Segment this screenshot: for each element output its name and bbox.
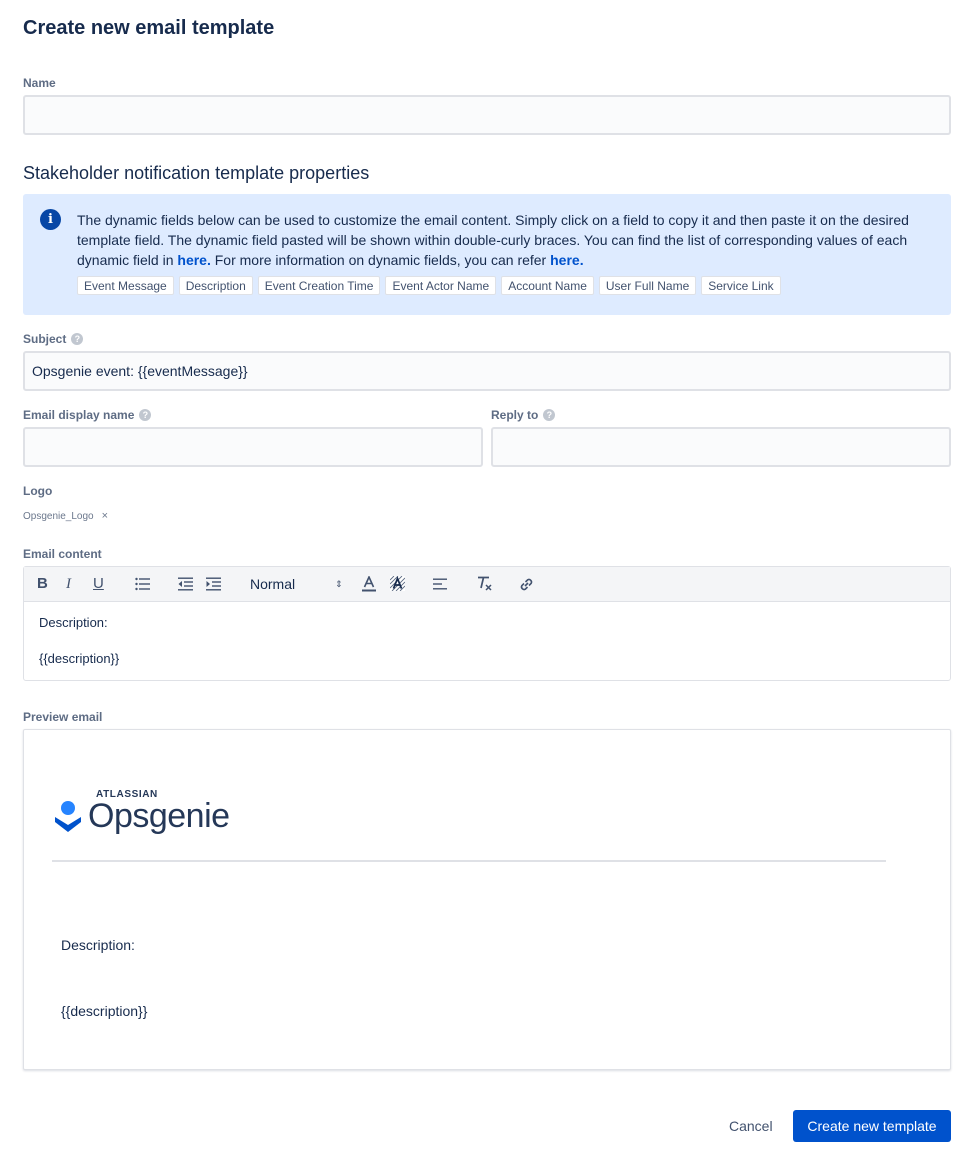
opsgenie-logo-icon bbox=[54, 800, 82, 834]
format-select[interactable] bbox=[250, 576, 343, 592]
reply-to-label: Reply to ? bbox=[491, 408, 555, 422]
subject-input[interactable] bbox=[23, 351, 951, 391]
section-title: Stakeholder notification template properties bbox=[23, 163, 370, 183]
rich-text-editor bbox=[23, 566, 951, 681]
subject-label: Subject ? bbox=[23, 332, 83, 346]
editor-line: {{description}} bbox=[39, 651, 120, 666]
name-label: Name bbox=[23, 76, 56, 90]
editor-body[interactable] bbox=[24, 602, 950, 700]
preview-line: {{description}} bbox=[61, 1003, 148, 1019]
logo-label: Logo bbox=[23, 484, 53, 498]
preview-divider bbox=[52, 860, 886, 862]
help-icon[interactable]: ? bbox=[71, 333, 83, 345]
chip-event-actor-name[interactable]: Event Actor Name bbox=[385, 276, 496, 295]
name-input[interactable] bbox=[23, 95, 951, 135]
preview-label: Preview email bbox=[23, 710, 103, 724]
reply-to-input[interactable] bbox=[491, 427, 951, 467]
remove-logo-icon[interactable]: × bbox=[101, 510, 109, 522]
logo-file-name: Opsgenie_Logo bbox=[23, 510, 94, 522]
bullet-list-icon[interactable] bbox=[135, 577, 150, 591]
create-template-button[interactable]: Create new template bbox=[793, 1110, 951, 1142]
background-color-icon[interactable] bbox=[390, 576, 405, 591]
email-content-label: Email content bbox=[23, 547, 102, 561]
indent-icon[interactable] bbox=[206, 577, 221, 591]
display-name-input[interactable] bbox=[23, 427, 483, 467]
dynamic-field-chips bbox=[77, 276, 781, 295]
preview-line: Description: bbox=[61, 937, 135, 953]
italic-icon[interactable]: I bbox=[66, 576, 71, 592]
chip-description[interactable]: Description bbox=[179, 276, 253, 295]
editor-toolbar bbox=[24, 567, 950, 602]
chip-user-full-name[interactable]: User Full Name bbox=[599, 276, 696, 295]
format-value: Normal bbox=[250, 576, 296, 592]
info-icon: i bbox=[40, 209, 61, 230]
chip-event-message[interactable]: Event Message bbox=[77, 276, 174, 295]
page-title: Create new email template bbox=[23, 17, 275, 39]
help-icon[interactable]: ? bbox=[139, 409, 151, 421]
outdent-icon[interactable] bbox=[178, 577, 193, 591]
chip-service-link[interactable]: Service Link bbox=[701, 276, 780, 295]
bold-icon[interactable]: B bbox=[37, 575, 48, 592]
display-name-label: Email display name ? bbox=[23, 408, 151, 422]
chip-account-name[interactable]: Account Name bbox=[501, 276, 594, 295]
info-text: The dynamic fields below can be used to customize the email content. Simply click on a field to copy it and then paste it on the desired template field. The dynamic field pasted will be shown within double-curly braces. You can find the list of corresponding values of each dynamic field in here. For more information on dynamic fields, you can refer here. bbox=[77, 212, 909, 268]
brand-atlassian: ATLASSIAN bbox=[96, 789, 158, 800]
chevron-updown-icon: ⇕ bbox=[335, 578, 343, 589]
logo-file bbox=[23, 510, 108, 522]
opsgenie-logo bbox=[54, 789, 230, 834]
brand-opsgenie: Opsgenie bbox=[88, 797, 230, 835]
chip-event-creation-time[interactable]: Event Creation Time bbox=[258, 276, 381, 295]
underline-icon[interactable]: U bbox=[93, 575, 104, 592]
dynamic-fields-link[interactable]: here. bbox=[550, 252, 584, 268]
info-panel bbox=[23, 194, 951, 315]
cancel-button[interactable]: Cancel bbox=[720, 1110, 782, 1142]
editor-line: Description: bbox=[39, 615, 108, 630]
text-color-icon[interactable] bbox=[362, 576, 376, 592]
values-link[interactable]: here. bbox=[177, 252, 211, 268]
link-icon[interactable] bbox=[519, 577, 534, 592]
align-left-icon[interactable] bbox=[433, 578, 447, 590]
help-icon[interactable]: ? bbox=[543, 409, 555, 421]
clear-formatting-icon[interactable] bbox=[477, 576, 493, 592]
email-preview bbox=[23, 729, 951, 1070]
